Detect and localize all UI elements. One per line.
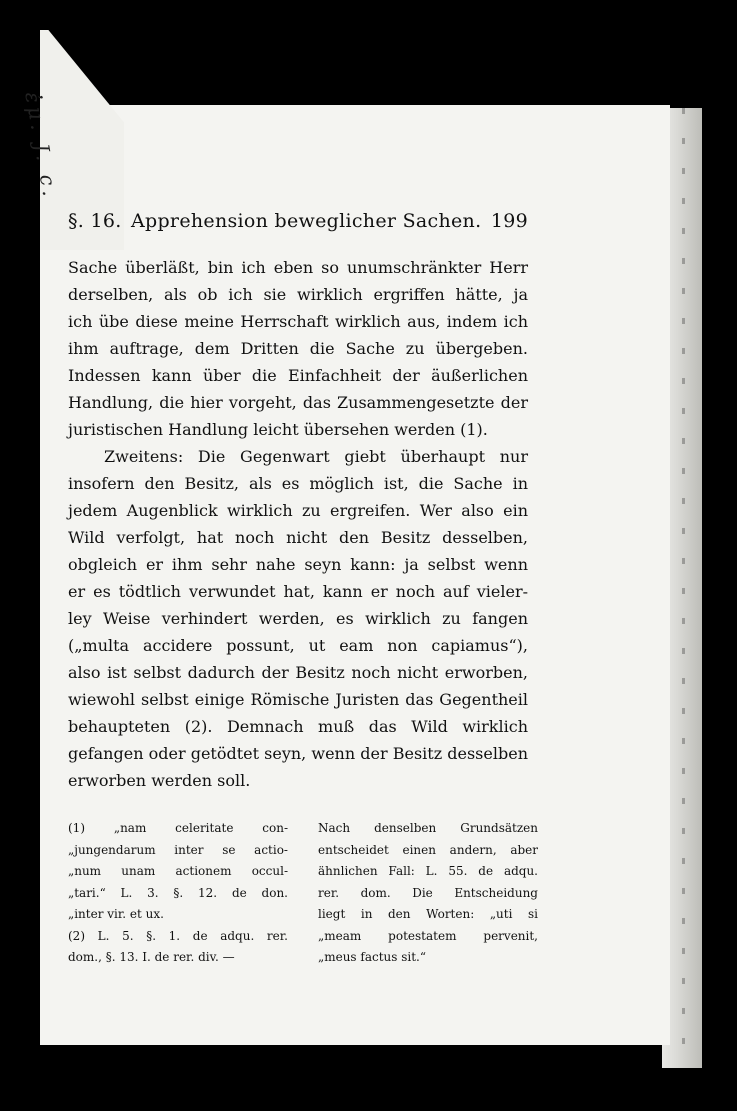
footnote-line: „inter vir. et ux.	[68, 907, 164, 921]
text-line: behaupteten (2). Demnach muß das Wild wirklich	[68, 717, 528, 736]
running-header	[68, 210, 528, 232]
footnote-line: „tari.“ L. 3. §. 12. de don.	[68, 885, 288, 900]
text-line: er es tödtlich verwundet hat, kann er noch auf vieler-	[68, 582, 528, 601]
text-line: also ist selbst dadurch der Besitz noch nicht erworben,	[68, 663, 528, 682]
text-line: Handlung, die hier vorgeht, das Zusammengesetzte der	[68, 393, 528, 412]
footnote-line: dom., §. 13. I. de rer. div. —	[68, 950, 235, 964]
text-line: Sache überläßt, bin ich eben so unumschränkter Herr	[68, 258, 528, 277]
text-line: wiewohl selbst einige Römische Juristen das Gegentheil	[68, 690, 528, 709]
running-title: Apprehension beweglicher Sachen.	[130, 210, 482, 232]
page-text	[68, 210, 528, 794]
footnote-line: „meam potestatem pervenit,	[318, 928, 538, 943]
footnote-line: „jungendarum inter se actio-	[68, 842, 288, 857]
text-line: obgleich er ihm sehr nahe seyn kann: ja selbst wenn	[68, 555, 528, 574]
handwritten-margin-note: ἐμ. J. c.	[20, 90, 63, 202]
text-line: ich übe diese meine Herrschaft wirklich aus, indem ich	[68, 312, 528, 331]
footnote-line: Nach denselben Grundsätzen	[318, 821, 538, 835]
section-number: §. 16.	[68, 210, 122, 232]
text-line: juristischen Handlung leicht übersehen werden (1).	[68, 420, 488, 439]
footnote-line: entscheidet einen andern, aber	[318, 842, 538, 857]
footnote-line: „num unam actionem occul-	[68, 864, 288, 878]
footnotes-left-column	[68, 818, 288, 969]
text-line: jedem Augenblick wirklich zu ergreifen. Wer also ein	[68, 501, 528, 520]
footnote-line: „meus factus sit.“	[318, 950, 427, 964]
text-line: Wild verfolgt, hat noch nicht den Besitz desselben,	[68, 528, 528, 547]
footnote-line: liegt in den Worten: „uti si	[318, 907, 538, 921]
text-line: derselben, als ob ich sie wirklich ergriffen hätte, ja	[68, 285, 528, 304]
text-line: erworben werden soll.	[68, 771, 251, 790]
footnotes	[68, 818, 538, 969]
footnotes-right-column	[318, 818, 538, 969]
footnote-line: ähnlichen Fall: L. 55. de adqu.	[318, 864, 538, 878]
text-line: Indessen kann über die Einfachheit der äußerlichen	[68, 366, 528, 385]
text-line: ley Weise verhindert werden, es wirklich zu fangen	[68, 609, 528, 628]
footnote-line: rer. dom. Die Entscheidung	[318, 885, 538, 900]
text-line: ihm auftrage, dem Dritten die Sache zu übergeben.	[68, 339, 528, 358]
footnote-line: (2) L. 5. §. 1. de adqu. rer.	[68, 928, 288, 943]
text-line: insofern den Besitz, als es möglich ist, die Sache in	[68, 474, 528, 493]
page-number: 199	[490, 210, 528, 232]
text-line: gefangen oder getödtet seyn, wenn der Besitz desselben	[68, 744, 528, 763]
text-line: („multa accidere possunt, ut eam non capiamus“),	[68, 636, 528, 655]
text-line: Zweitens: Die Gegenwart giebt überhaupt nur	[104, 447, 528, 466]
body-text	[68, 254, 528, 794]
footnote-line: (1) „nam celeritate con-	[68, 821, 288, 835]
